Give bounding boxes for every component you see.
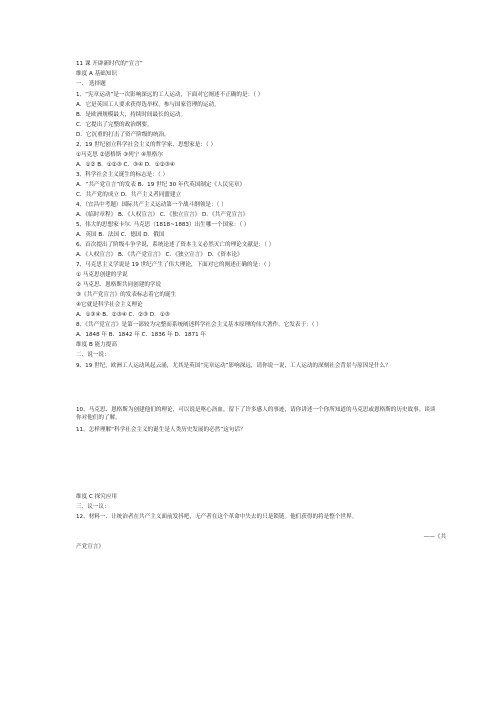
q2-items: ①马克思 ②恩格斯 ③列宁 ④黑格尔 — [76, 152, 163, 158]
q6-stem: 6、首次提出了阶级斗争学说，系统论述了资本主义必然灭亡的理论文献是：（ ） — [76, 242, 275, 248]
lesson-title: 11 课 开辟新时代的“宣言” — [76, 61, 143, 67]
q8-stem: 8、《共产党宣言》是第一部较为完整而系统阐述科学社会主义基本原理的伟大著作，它发表于：（ ） — [76, 322, 322, 328]
part-one-heading: 一、 选择题 — [76, 81, 106, 87]
q7-item-3: ③《共产党宣言》的发表标志着它的诞生 — [76, 292, 177, 298]
part-three-heading: 三、议一议： — [76, 504, 110, 510]
q3-stem: 3、科学社会主义诞生的标志是：（ ） — [76, 172, 169, 178]
q10-text: 10、马克思、恩格斯为创建他们的理论，可以说是呕心沥血，留下了许多感人的事迹，请你讲述一个你所知道的马克思或恩格斯的历史故事。谈谈你对他们的了解。 — [76, 407, 436, 421]
q4-options: A．《临时章程》 B．《人权宣言》 C．《独立宣言》 D．《共产党宣言》 — [76, 212, 249, 218]
q1-option-a: A．它是英国工人要求获得选举权，参与国家管理的运动。 — [76, 102, 220, 108]
q1-option-c: C．它提出了完整的政治纲要。 — [76, 122, 153, 128]
q2-stem: 2、19 世纪创立科学社会主义的哲学家、思想家是：（ ） — [76, 142, 217, 148]
q11-text: 11、怎样理解“科学社会主义的诞生是人类历史发展的必然”这句话？ — [76, 427, 246, 433]
q5-stem: 5、伟大的思想家卡尔. 马克思（1818~1883）出生哪一个国家：（ ） — [76, 222, 250, 228]
q1-stem: 1、“宪章运动”是一次影响深远的工人运动，下面对它阐述不正确的是：（ ） — [76, 92, 264, 98]
q1-option-b: B．是欧洲规模最大，持续时间最长的运动。 — [76, 112, 187, 118]
q12-source: 产党宣言》 — [76, 544, 104, 550]
section-a-heading: 维度 A 基础知识 — [76, 71, 117, 77]
q6-options: A．《人权宣言》 B．《共产党宣言》 C．《独立宣言》 D．《资本论》 — [76, 252, 243, 258]
section-c-heading: 维度 C 探究应用 — [76, 494, 118, 500]
q9-text: 9、19 世纪，欧洲工人运动风起云涌，尤其是英国“宪章运动”影响深远，请你说一说，工人运动的深刻社会背景与原因是什么？ — [76, 363, 391, 369]
q1-option-d: D．它沉重的打击了资产阶级的统治。 — [76, 132, 170, 138]
section-b-heading: 维度 B 能力提高 — [76, 342, 117, 348]
q8-options: A．1848 年 B．1842 年 C．1836 年 D．1871 年 — [76, 332, 207, 338]
q5-options: A．英国 B．法国 C．德国 D．俄国 — [76, 232, 165, 238]
q4-stem: 4、（宜昌中考题）国际共产主义运动第一个战斗纲领是：（ ） — [76, 202, 227, 208]
q12-attribution: ——《共 — [423, 534, 446, 540]
q7-stem: 7、马克思主义学说是 19 世纪产生了伟大理论，下面对它的阐述正确的是：（ ） — [76, 262, 274, 268]
q2-options: A．①② B．①②③ C．③④ D．①②③④ — [76, 162, 175, 168]
q7-item-2: ② 马克思、恩格斯共同创建的学说 — [76, 282, 162, 288]
q7-item-4: ④它就是科学社会主义理论 — [76, 302, 143, 308]
q12-text: 12、材料一、让统治者在共产主义面前发抖吧，无产者在这个革命中失去的只是锁链。他们获得的将是整个世界。 — [76, 514, 358, 520]
q3-options-ab: A．“共产党宣言”的发表 B．19 世纪 30 年代英国制定《人民宪章》 — [76, 182, 246, 188]
q7-item-1: ① 马克思创建的学说 — [76, 272, 128, 278]
q7-options: A．①③④ B．②③④ C．②③ D．①③ — [76, 312, 170, 318]
part-two-heading: 二、说一说： — [76, 352, 110, 358]
q3-options-cd: C．共产党的成立 D．共产主义者同盟建立 — [76, 192, 182, 198]
